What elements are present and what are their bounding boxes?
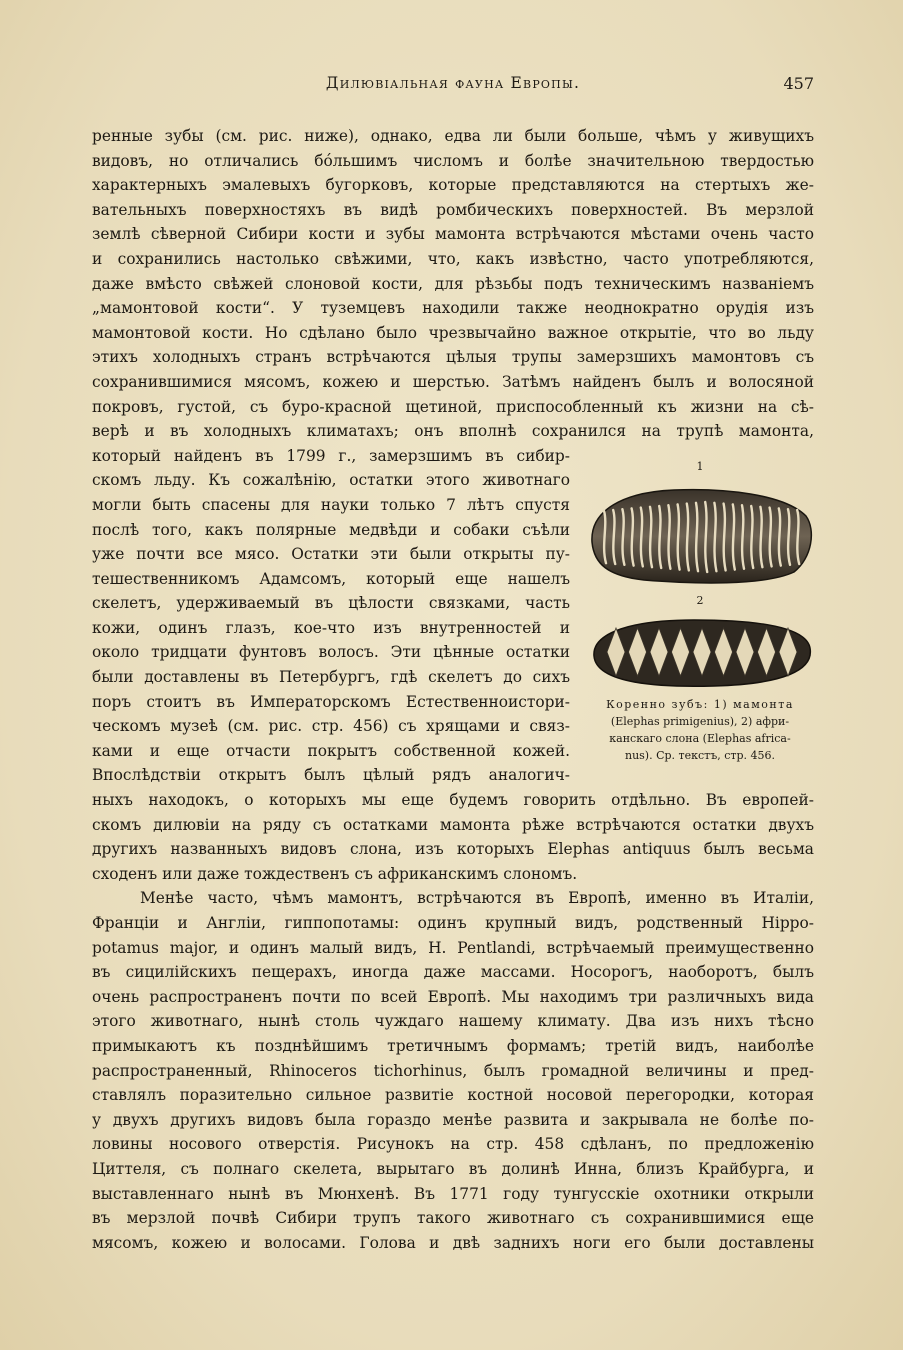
text-line: который найденъ въ 1799 г., замерзшимъ въ сибир- — [92, 446, 570, 465]
text-line: могли быть спасены для науки только 7 лѣтъ спустя — [92, 495, 570, 514]
text-line: скомъ дилювiи на ряду съ остатками мамонта рѣже встрѣчаются остатки двухъ — [92, 815, 814, 834]
text-line: ренные зубы (см. рис. ниже), однако, едва ли были больше, чѣмъ у живущихъ — [92, 127, 814, 145]
enamel-ridge — [742, 505, 744, 569]
enamel-ridge — [622, 509, 624, 565]
text-line: въ сицилiйскихъ пещерахъ, иногда даже массами. Носорогъ, наоборотъ, былъ — [92, 963, 814, 982]
text-line: въ мерзлой почвѣ Сибири трупъ такого животнаго съ сохранившимися еще — [92, 1209, 814, 1228]
text-line: были доставлены въ Петербургъ, гдѣ скелетъ до сихъ — [92, 668, 570, 687]
enamel-ridge — [650, 507, 652, 567]
running-title: Дилювiальная фауна Европы. — [325, 74, 581, 92]
caption-line: (Elephas primigenius), 2) афри- — [610, 715, 790, 728]
text-line: послѣ того, какъ полярные медвѣди и собаки съѣли — [92, 520, 570, 539]
enamel-ridge — [714, 503, 716, 571]
text-line: мясомъ, кожею и волосами. Голова и двѣ заднихъ ноги его были доставлены — [92, 1233, 814, 1252]
enamel-ridge — [696, 503, 698, 571]
text-line: у двухъ другихъ видовъ была гораздо менѣе развита и закрывала не болѣе по- — [92, 1110, 814, 1129]
figure-label-1: 1 — [696, 460, 704, 473]
mammoth-molar-illustration — [584, 480, 816, 590]
text-line: этихъ холодныхъ странъ встрѣчаются цѣлыя трупы замерзшихъ мамонтовъ съ — [92, 348, 814, 367]
text-line: potamus major, и одинъ малый видъ, H. Pentlandi, встрѣчаемый преимущественно — [92, 938, 814, 957]
african-elephant-molar-illustration — [584, 612, 816, 692]
text-line: характерныхъ эмалевыхъ бугорковъ, которые представляются на стертыхъ же- — [92, 176, 814, 195]
enamel-ridge — [678, 504, 680, 569]
text-line: покровъ, густой, съ буро-красной щетиной, приспособленный къ жизни на сѣ- — [92, 397, 814, 416]
figure-label-2: 2 — [696, 594, 704, 607]
enamel-ridge — [797, 510, 799, 564]
enamel-ridge — [788, 509, 790, 565]
enamel-ridge — [751, 506, 753, 568]
enamel-ridge — [604, 511, 606, 563]
enamel-ridge — [687, 504, 689, 571]
caption-line: Коренно зубъ: 1) мамонта — [606, 698, 794, 711]
text-line: Менѣе часто, чѣмъ мамонтъ, встрѣчаются въ Европѣ, именно въ Италiи, — [140, 889, 814, 908]
text-line: даже вмѣсто свѣжей слоновой кости, для рѣзьбы подъ техническимъ названiемъ — [92, 274, 814, 293]
enamel-ridge — [705, 502, 707, 572]
text-line: землѣ сѣверной Сибири кости и зубы мамонта встрѣчаются мѣстами очень часто — [92, 225, 814, 244]
text-line: „мамонтовой кости“. У туземцевъ находили также неоднократно орудiя изъ — [92, 299, 814, 318]
text-line: мамонтовой кости. Но сдѣлано было чрезвычайно важное открытiе, что во льду — [92, 323, 814, 342]
enamel-ridge — [668, 505, 670, 569]
text-line: скомъ льду. Къ сожалѣнiю, остатки этого животнаго — [92, 471, 570, 490]
text-line: ками и еще отчасти покрытъ собственной кожей. — [92, 741, 570, 760]
enamel-ridge — [779, 508, 781, 565]
enamel-ridge — [641, 508, 643, 567]
text-line: Францiи и Англiи, гиппопотамы: одинъ крупный видъ, родственный Hippo- — [92, 914, 814, 932]
text-line: и сохранились настолько свѣжими, что, какъ извѣстно, часто употребляются, — [92, 249, 814, 268]
text-line: сходенъ или даже тождественъ съ африканскимъ слономъ. — [92, 864, 578, 883]
text-line: около тридцати фунтовъ волосъ. Эти цѣнные остатки — [92, 643, 570, 662]
text-line: очень распространенъ почти по всей Европѣ. Мы находимъ три различныхъ вида — [92, 987, 814, 1006]
text-line: сохранившимися мясомъ, кожею и шерстью. Затѣмъ найденъ былъ и волосяной — [92, 372, 814, 391]
enamel-ridge — [632, 508, 634, 565]
text-line: примыкаютъ къ позднѣйшимъ третичнымъ формамъ; третiй видъ, наиболѣе — [92, 1036, 814, 1055]
text-line: выставленнаго нынѣ въ Мюнхенѣ. Въ 1771 году тунгусскiе охотники открыли — [92, 1184, 814, 1203]
text-line: ставлялъ поразительно сильное развитiе костной носовой перегородки, которая — [92, 1086, 814, 1105]
text-line: ческомъ музеѣ (см. рис. стр. 456) съ хрящами и связ- — [92, 717, 570, 736]
page-header — [92, 74, 814, 98]
text-line: Циттеля, съ полнаго скелета, вырытаго въ долинѣ Инна, близъ Крайбурга, и — [92, 1159, 814, 1178]
text-line: уже почти все мясо. Остатки эти были открыты пу- — [92, 545, 570, 564]
text-line: тешественникомъ Адамсомъ, который еще нашелъ — [92, 569, 570, 588]
figure-caption — [584, 696, 816, 764]
enamel-ridge — [613, 510, 615, 564]
enamel-ridge — [724, 504, 726, 571]
text-line: ловины носового отверстiя. Рисунокъ на стр. 458 сдѣланъ, по предложенiю — [92, 1135, 814, 1154]
enamel-ridge — [659, 506, 661, 568]
page-number: 457 — [783, 74, 814, 93]
text-line: поръ стоитъ въ Императорскомъ Естественноистори- — [92, 692, 570, 711]
enamel-ridge — [733, 504, 735, 569]
text-line: распространенный, Rhinoceros tichorhinus, былъ громадной величины и пред- — [92, 1061, 814, 1080]
caption-line: канскаго слона (Elephas africa- — [609, 732, 791, 745]
enamel-ridge — [760, 507, 762, 567]
text-line: ныхъ находокъ, о которыхъ мы еще будемъ говорить отдѣльно. Въ европей- — [92, 791, 814, 810]
text-line: вательныхъ поверхностяхъ въ видѣ ромбическихъ поверхностей. Въ мерзлой — [92, 200, 814, 219]
text-line: кожи, одинъ глазъ, кое-что изъ внутренностей и — [92, 618, 570, 637]
text-line: этого животнаго, нынѣ столь чуждаго нашему климату. Два изъ нихъ тѣсно — [92, 1012, 814, 1031]
text-line: видовъ, но отличались бо́льшимъ числомъ и болѣе значительною твердостью — [92, 151, 814, 170]
text-line: верѣ и въ холодныхъ климатахъ; онъ вполнѣ сохранился на трупѣ мамонта, — [92, 422, 814, 441]
enamel-ridge — [770, 508, 772, 567]
text-line: скелетъ, удерживаемый въ цѣлости связками, часть — [92, 594, 570, 613]
caption-line: nus). Ср. текстъ, стр. 456. — [624, 749, 776, 762]
text-line: другихъ названныхъ видовъ слона, изъ которыхъ Elephas antiquus былъ весьма — [92, 840, 814, 859]
molar-figure — [584, 458, 816, 778]
text-line: Впослѣдствiи открытъ былъ цѣлый рядъ аналогич- — [92, 766, 570, 785]
